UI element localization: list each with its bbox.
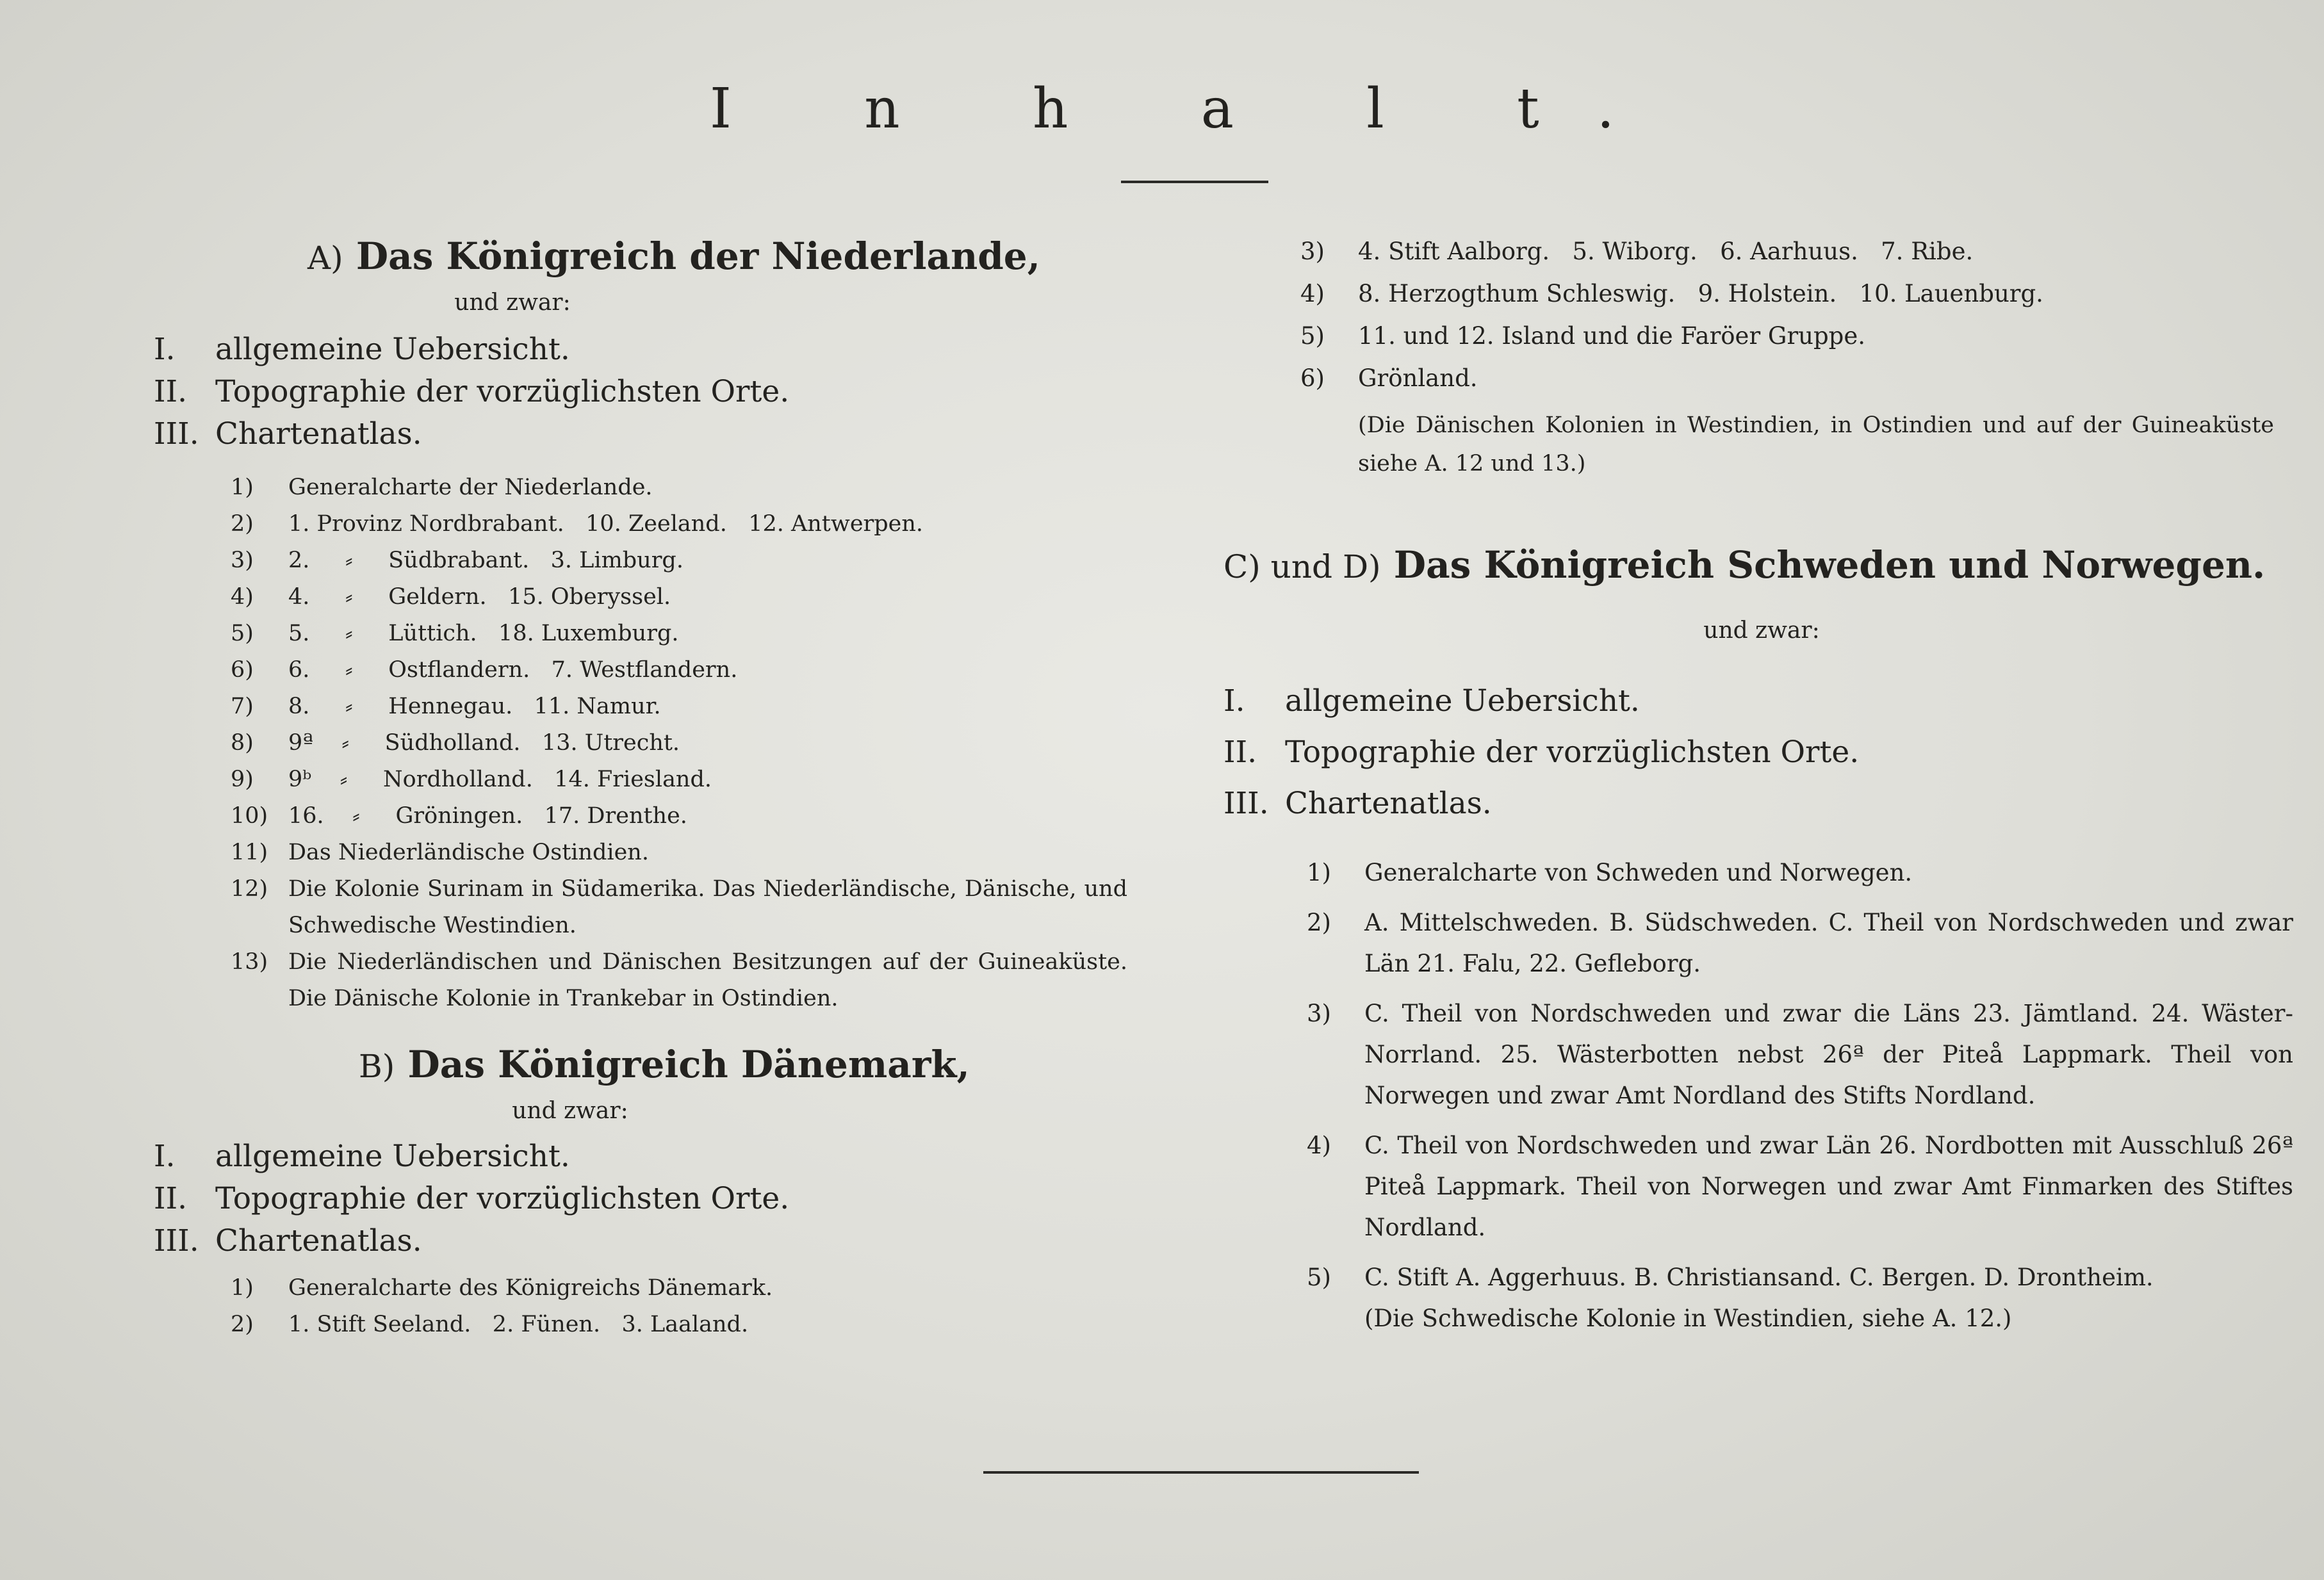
section-cd-overview [1223,676,2300,829]
map-item: 8) 9ª ⸗ Südholland. 13. Utrecht. [231,730,680,756]
map-item: 12) Die Kolonie Surinam in Südamerika. Das Niederländische, Dänische, und Schwedische Westindien. [231,876,1127,938]
map-item: 4) 4. ⸗ Geldern. 15. Oberyssel. [231,584,671,610]
section-cd-title: Das Königreich Schweden und Norwegen. [1393,543,2266,587]
overview-item: II. Topographie der vorzüglichsten Orte. [1223,735,1860,770]
map-item: 11) Das Niederländische Ostindien. [231,840,649,865]
map-item: 3) 2. ⸗ Südbrabant. 3. Limburg. [231,548,683,573]
overview-item: I. allgemeine Uebersicht. [1223,683,1640,719]
section-a-overview [154,329,1179,455]
map-item: 13) Die Niederländischen und Dänischen Besitzungen auf der Guineaküste. Die Dänische Kolonie in Trankebar in Ostindien. [231,949,1127,1011]
overview-item: I. allgemeine Uebersicht. [154,332,570,367]
map-item: 2) A. Mittelschweden. B. Südschweden. C. Theil von Nordschweden und zwar Län 21. Falu, 22. Gefleborg. [1307,909,2293,977]
section-a-heading [307,231,1179,284]
map-item: 5) C. Stift A. Aggerhuus. B. Christiansand. C. Bergen. D. Drontheim. [1307,1264,2154,1291]
map-item: 5) 5. ⸗ Lüttich. 18. Luxemburg. [231,621,679,646]
section-cd-map-list [1307,852,2293,1298]
map-item: 2) 1. Stift Seeland. 2. Fünen. 3. Laaland. [231,1312,749,1337]
overview-item: I. allgemeine Uebersicht. [154,1139,570,1174]
map-item: 7) 8. ⸗ Hennegau. 11. Namur. [231,694,661,719]
right-column [1223,231,2300,1339]
map-item: 10) 16. ⸗ Gröningen. 17. Drenthe. [231,803,687,829]
section-b-map-list-cont [1300,231,2210,400]
map-item: 4) C. Theil von Nordschweden und zwar Län 26. Nordbotten mit Ausschluß 26ª Piteå Lappmark. Theil von Norwegen und zwar Amt Finmarken des Stiftes Nordland. [1307,1132,2293,1241]
overview-item: II. Topographie der vorzüglichsten Orte. [154,1181,790,1216]
section-b-note: (Die Dänischen Kolonien in Westindien, in Ostindien und auf der Guineaküste siehe A. 12 und 13.) [1358,412,2274,476]
section-cd-lead: C) und D) [1223,548,1381,585]
section-b [154,1039,1179,1092]
map-item: 1) Generalcharte der Niederlande. [231,475,653,500]
map-item: 3) 4. Stift Aalborg. 5. Wiborg. 6. Aarhuus. 7. Ribe. [1300,238,1974,265]
map-item: 2) 1. Provinz Nordbrabant. 10. Zeeland. 12. Antwerpen. [231,511,924,537]
map-item: 1) Generalcharte des Königreichs Dänemark. [231,1275,773,1301]
bottom-rule [983,1471,1419,1474]
section-a-map-list [231,469,1127,1017]
section-b-zwar: und zwar: [512,1098,628,1124]
left-column [154,231,1179,1343]
map-item: 4) 8. Herzogthum Schleswig. 9. Holstein. 10. Lauenburg. [1300,280,2043,307]
section-a-zwar: und zwar: [454,289,571,316]
title-rule [1121,181,1268,183]
section-b-heading [359,1039,1179,1092]
map-item: 9) 9ᵇ ⸗ Nordholland. 14. Friesland. [231,767,712,792]
section-b-lead: B) [359,1048,395,1085]
section-b-title: Das Königreich Dänemark, [407,1043,970,1086]
section-b-overview [154,1136,1179,1262]
section-a-lead: A) [307,240,343,277]
overview-item: III. Chartenatlas. [154,1223,422,1258]
section-a-title: Das Königreich der Niederlande, [356,234,1040,278]
section-cd-zwar: und zwar: [1703,617,1820,644]
section-cd-note: (Die Schwedische Kolonie in Westindien, siehe A. 12.) [1364,1305,2012,1332]
map-item: 5) 11. und 12. Island und die Faröer Gruppe. [1300,322,1865,350]
map-item: 6) Grönland. [1300,364,1478,392]
overview-item: II. Topographie der vorzüglichsten Orte. [154,374,790,409]
page-title: I n h a l t. [709,77,1673,141]
section-b-map-list-start [231,1270,1127,1343]
overview-item: III. Chartenatlas. [1223,786,1492,821]
map-item: 1) Generalcharte von Schweden und Norwegen. [1307,859,1913,886]
section-cd-heading [1223,539,2300,592]
map-item: 6) 6. ⸗ Ostflandern. 7. Westflandern. [231,657,738,683]
overview-item: III. Chartenatlas. [154,416,422,452]
section-a [154,231,1179,284]
map-item: 3) C. Theil von Nordschweden und zwar die Läns 23. Jämtland. 24. Wäster-Norrland. 25. Wästerbotten nebst 26ª der Piteå Lappmark. Theil von Norwegen und zwar Amt Nordland des Stifts Nordland. [1307,1000,2293,1109]
